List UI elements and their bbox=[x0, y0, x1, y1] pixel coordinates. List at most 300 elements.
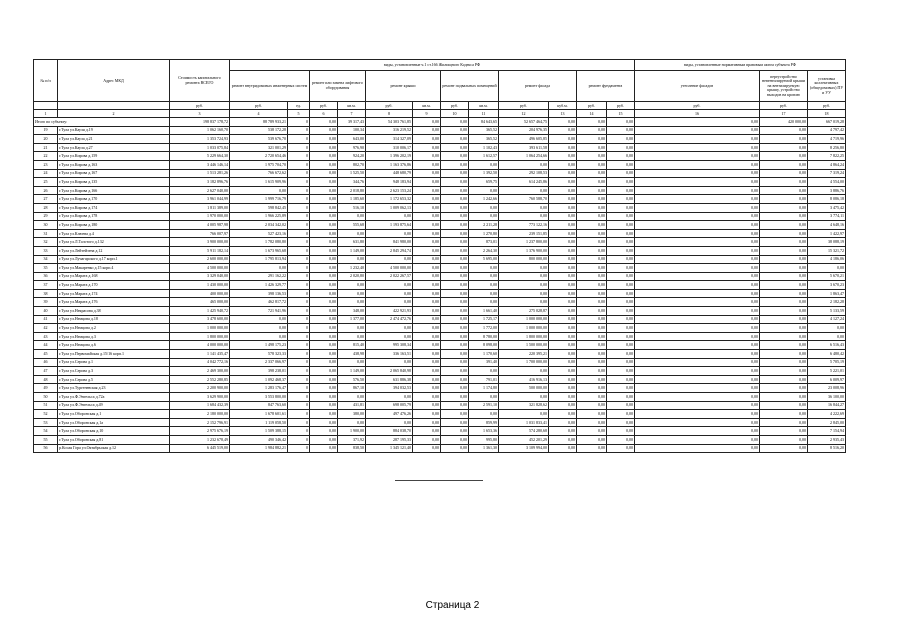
row-address: г.Тула ул.Ф.Энгельса д.49 bbox=[58, 401, 170, 410]
table-row bbox=[34, 307, 846, 316]
row-value-cell: 0,00 bbox=[760, 375, 808, 384]
row-value-cell: 0,00 bbox=[310, 264, 338, 273]
row-value-cell: 0,00 bbox=[635, 410, 760, 419]
row-value-cell: 0,00 bbox=[499, 289, 549, 298]
row-value-cell: 0,00 bbox=[760, 135, 808, 144]
row-value-cell: 0,00 bbox=[635, 135, 760, 144]
row-value-cell: 321 001,29 bbox=[230, 143, 288, 152]
row-value-cell: 0,00 bbox=[760, 229, 808, 238]
row-value-cell: 0 bbox=[288, 384, 310, 393]
column-number-cell: 10 bbox=[441, 110, 469, 118]
row-value-cell: 204 976,35 bbox=[499, 126, 549, 135]
row-value-cell: 0 bbox=[288, 212, 310, 221]
row-value-cell: 631 886,38 bbox=[366, 375, 413, 384]
row-value-cell: 0,00 bbox=[413, 384, 441, 393]
row-address: г.Тула ул.Клюева д.4 bbox=[58, 229, 170, 238]
row-value-cell: 291 162,22 bbox=[230, 272, 288, 281]
row-value-cell: 0,00 bbox=[760, 178, 808, 187]
row-value-cell: 0,00 bbox=[607, 375, 635, 384]
row-value-cell: 7 822,25 bbox=[808, 152, 846, 161]
row-address: г.Тула ул.Немцова д.18 bbox=[58, 315, 170, 324]
page-number: Страница 2 bbox=[425, 600, 480, 611]
row-value-cell: 1 170,60 bbox=[469, 350, 499, 359]
row-value-cell: 0,00 bbox=[577, 332, 607, 341]
row-value-cell: 0,00 bbox=[607, 143, 635, 152]
row-address: г.Тула ул.Марата д.176 bbox=[58, 298, 170, 307]
row-value-cell: 1 270,80 bbox=[469, 229, 499, 238]
row-value-cell: 2 211,28 bbox=[469, 221, 499, 230]
row-value-cell: 0,00 bbox=[760, 393, 808, 402]
row-value-cell: 1 500 000,00 bbox=[499, 341, 549, 350]
row-value-cell: 555,68 bbox=[338, 221, 366, 230]
total-value-cell: 420 000,00 bbox=[760, 118, 808, 127]
row-value-cell: 0 bbox=[288, 160, 310, 169]
row-value-cell: 0,00 bbox=[310, 203, 338, 212]
row-value-cell: 0,00 bbox=[607, 178, 635, 187]
row-value-cell: 3 900 000,00 bbox=[170, 238, 230, 247]
row-value-cell: 0,00 bbox=[338, 212, 366, 221]
row-value-cell: 2 623 153,24 bbox=[366, 186, 413, 195]
row-number: 41 bbox=[34, 315, 58, 324]
row-value-cell: 0,00 bbox=[549, 410, 577, 419]
row-value-cell: 0,00 bbox=[577, 255, 607, 264]
row-value-cell: 0,00 bbox=[635, 341, 760, 350]
row-value-cell: 643,00 bbox=[338, 135, 366, 144]
row-value-cell: 0,00 bbox=[635, 350, 760, 359]
row-value-cell: 0,00 bbox=[760, 281, 808, 290]
row-value-cell: 431,81 bbox=[338, 401, 366, 410]
column-number-cell: 12 bbox=[499, 110, 549, 118]
row-value-cell: 0,00 bbox=[577, 212, 607, 221]
table-row bbox=[34, 341, 846, 350]
separator-line bbox=[395, 480, 483, 481]
row-value-cell: 0,00 bbox=[413, 212, 441, 221]
row-number: 47 bbox=[34, 367, 58, 376]
row-value-cell: 1 000 000,00 bbox=[499, 315, 549, 324]
row-value-cell: 1 283 176,47 bbox=[230, 384, 288, 393]
row-value-cell: 0,00 bbox=[607, 160, 635, 169]
row-value-cell: 1 966 225,89 bbox=[230, 212, 288, 221]
row-value-cell: 0,00 bbox=[577, 238, 607, 247]
row-value-cell: 631,80 bbox=[338, 238, 366, 247]
row-value-cell: 0,00 bbox=[441, 375, 469, 384]
row-value-cell: 0,00 bbox=[441, 272, 469, 281]
row-value-cell: 0,00 bbox=[366, 281, 413, 290]
row-value-cell: 0 bbox=[288, 203, 310, 212]
row-value-cell: 1 678 601,61 bbox=[230, 410, 288, 419]
row-value-cell: 0,00 bbox=[549, 341, 577, 350]
row-value-cell: 0,00 bbox=[413, 246, 441, 255]
column-number-cell: 6 bbox=[310, 110, 338, 118]
row-value-cell: 0,00 bbox=[413, 221, 441, 230]
row-value-cell: 0,00 bbox=[413, 186, 441, 195]
row-number: 39 bbox=[34, 298, 58, 307]
row-value-cell: 0,00 bbox=[760, 332, 808, 341]
row-value-cell: 0,00 bbox=[607, 238, 635, 247]
total-value-cell: 52 657 464,75 bbox=[499, 118, 549, 127]
row-value-cell: 0,00 bbox=[549, 186, 577, 195]
table-row bbox=[34, 410, 846, 419]
row-number: 33 bbox=[34, 246, 58, 255]
total-value-cell: 198 837 178,72 bbox=[170, 118, 230, 127]
row-address: г.Тула ул.Кирова д.174 bbox=[58, 203, 170, 212]
row-value-cell: 0,00 bbox=[549, 367, 577, 376]
row-value-cell: 0,00 bbox=[413, 169, 441, 178]
unit-cell: руб. bbox=[760, 102, 808, 110]
row-value-cell: 0,00 bbox=[413, 444, 441, 453]
row-value-cell: 0,00 bbox=[441, 444, 469, 453]
row-value-cell: 8 086,18 bbox=[808, 195, 846, 204]
table-row bbox=[34, 238, 846, 247]
row-value-cell: 0,00 bbox=[577, 152, 607, 161]
row-value-cell: 0,00 bbox=[607, 255, 635, 264]
row-address: р.Косая Гора ул.Октябрьская д.12 bbox=[58, 444, 170, 453]
row-value-cell: 3 774,11 bbox=[808, 212, 846, 221]
row-value-cell: 0,00 bbox=[549, 307, 577, 316]
row-value-cell: 0,00 bbox=[413, 272, 441, 281]
row-address: г.Тула ул.Ф.Энгельса д.72а bbox=[58, 393, 170, 402]
unit-cell: руб. bbox=[230, 102, 288, 110]
row-value-cell: 0,00 bbox=[607, 221, 635, 230]
header-group-subject: виды, установленные нормативным правовым актом субъекта РФ bbox=[635, 60, 846, 71]
row-value-cell: 8 256,80 bbox=[808, 143, 846, 152]
row-address: г.Тула ул.Кирова д.135 bbox=[58, 178, 170, 187]
row-value-cell: 0,00 bbox=[310, 212, 338, 221]
row-value-cell: 0,00 bbox=[635, 229, 760, 238]
row-value-cell: 15 321,72 bbox=[808, 246, 846, 255]
row-value-cell: 0,00 bbox=[577, 444, 607, 453]
row-address: г.Тула ул.Оборонская д.1а bbox=[58, 418, 170, 427]
row-value-cell: 0 bbox=[288, 427, 310, 436]
row-number: 48 bbox=[34, 375, 58, 384]
column-number-cell: 17 bbox=[760, 110, 808, 118]
row-value-cell: 0,00 bbox=[607, 203, 635, 212]
row-value-cell: 0,00 bbox=[366, 332, 413, 341]
row-value-cell: 0,00 bbox=[413, 358, 441, 367]
total-value-cell: 0,00 bbox=[441, 118, 469, 127]
row-value-cell: 0,00 bbox=[338, 229, 366, 238]
row-value-cell: 0,00 bbox=[310, 272, 338, 281]
table-row bbox=[34, 221, 846, 230]
table-row bbox=[34, 435, 846, 444]
row-value-cell: 0,00 bbox=[469, 410, 499, 419]
row-value-cell: 0,00 bbox=[310, 418, 338, 427]
row-value-cell: 0,00 bbox=[760, 410, 808, 419]
row-value-cell: 0,00 bbox=[499, 186, 549, 195]
table-row bbox=[34, 212, 846, 221]
row-value-cell: 1 653,36 bbox=[469, 427, 499, 436]
total-value-cell: 0,00 bbox=[549, 118, 577, 127]
row-value-cell: 0,00 bbox=[635, 221, 760, 230]
row-value-cell: 0 bbox=[288, 255, 310, 264]
row-value-cell: 0,00 bbox=[549, 435, 577, 444]
row-value-cell: 539 676,70 bbox=[230, 135, 288, 144]
row-value-cell: 0 bbox=[288, 350, 310, 359]
row-value-cell: 0,00 bbox=[441, 324, 469, 333]
table-row bbox=[34, 298, 846, 307]
row-value-cell: 574 280,68 bbox=[499, 427, 549, 436]
row-value-cell: 0,00 bbox=[760, 126, 808, 135]
row-value-cell: 0,00 bbox=[413, 350, 441, 359]
row-value-cell: 2 034 342,02 bbox=[230, 221, 288, 230]
row-value-cell: 0,00 bbox=[549, 281, 577, 290]
table-row bbox=[34, 367, 846, 376]
row-value-cell: 1 361,30 bbox=[469, 444, 499, 453]
row-number: 21 bbox=[34, 143, 58, 152]
row-address: г.Тула ул.Кирова д.163 bbox=[58, 160, 170, 169]
row-value-cell: 0,00 bbox=[441, 186, 469, 195]
row-value-cell: 0,00 bbox=[760, 367, 808, 376]
table-row bbox=[34, 375, 846, 384]
row-value-cell: 0,00 bbox=[499, 272, 549, 281]
row-value-cell: 0,00 bbox=[441, 281, 469, 290]
row-value-cell: 0,00 bbox=[441, 332, 469, 341]
column-number-cell: 9 bbox=[413, 110, 441, 118]
row-value-cell: 6 516,43 bbox=[808, 341, 846, 350]
header-warming: утепление фасадов bbox=[635, 71, 760, 102]
row-value-cell: 0,00 bbox=[635, 272, 760, 281]
row-address: г.Тула ул.Оборонская д.10 bbox=[58, 427, 170, 436]
table-row bbox=[34, 393, 846, 402]
row-value-cell: 948 183,94 bbox=[366, 178, 413, 187]
row-number: 22 bbox=[34, 152, 58, 161]
row-value-cell: 0,00 bbox=[577, 341, 607, 350]
table-row bbox=[34, 178, 846, 187]
row-value-cell: 1 425 940,72 bbox=[170, 307, 230, 316]
row-value-cell: 0,00 bbox=[310, 375, 338, 384]
column-number-cell: 5 bbox=[288, 110, 310, 118]
row-value-cell: 0,00 bbox=[441, 315, 469, 324]
row-value-cell: 0,00 bbox=[607, 427, 635, 436]
row-value-cell: 0,00 bbox=[607, 152, 635, 161]
row-value-cell: 0,00 bbox=[635, 375, 760, 384]
column-number-cell: 11 bbox=[469, 110, 499, 118]
row-number: 36 bbox=[34, 272, 58, 281]
row-value-cell: 0,00 bbox=[635, 246, 760, 255]
row-value-cell: 0,00 bbox=[760, 324, 808, 333]
row-value-cell: 0,00 bbox=[577, 435, 607, 444]
row-value-cell: 0,00 bbox=[577, 272, 607, 281]
row-value-cell: 0,00 bbox=[635, 203, 760, 212]
row-value-cell: 0,00 bbox=[607, 298, 635, 307]
row-value-cell: 393 611,58 bbox=[499, 143, 549, 152]
row-value-cell: 0,00 bbox=[230, 186, 288, 195]
row-value-cell: 8 098,00 bbox=[469, 341, 499, 350]
row-value-cell: 0,00 bbox=[469, 281, 499, 290]
row-number: 31 bbox=[34, 229, 58, 238]
row-value-cell: 287 195,33 bbox=[366, 435, 413, 444]
row-value-cell: 239 151,85 bbox=[499, 229, 549, 238]
row-value-cell: 0,00 bbox=[366, 229, 413, 238]
row-value-cell: 0,00 bbox=[441, 178, 469, 187]
row-value-cell: 0,00 bbox=[310, 367, 338, 376]
row-value-cell: 3 670,23 bbox=[808, 281, 846, 290]
row-value-cell: 0 bbox=[288, 195, 310, 204]
row-value-cell: 0 bbox=[288, 435, 310, 444]
row-value-cell: 0,00 bbox=[310, 307, 338, 316]
row-address: г.Тула ул.Тургеневская д.23 bbox=[58, 384, 170, 393]
total-value-cell: 88 789 933,21 bbox=[230, 118, 288, 127]
table-row bbox=[34, 203, 846, 212]
row-value-cell: 0,00 bbox=[499, 160, 549, 169]
row-value-cell: 6 009,97 bbox=[808, 375, 846, 384]
table-row bbox=[34, 350, 846, 359]
row-value-cell: 0,00 bbox=[413, 160, 441, 169]
row-value-cell: 1 430 000,00 bbox=[170, 281, 230, 290]
row-value-cell: 0 bbox=[288, 178, 310, 187]
row-address: г.Тула ул.Некрасова д.38 bbox=[58, 307, 170, 316]
row-value-cell: 0,00 bbox=[635, 281, 760, 290]
row-value-cell: 0,00 bbox=[441, 135, 469, 144]
row-value-cell: 0,00 bbox=[577, 186, 607, 195]
row-value-cell: 1 426 329,77 bbox=[230, 281, 288, 290]
row-value-cell: 1 345 121,40 bbox=[366, 444, 413, 453]
row-value-cell: 1 149,00 bbox=[338, 246, 366, 255]
row-value-cell: 1 064 254,66 bbox=[499, 152, 549, 161]
row-value-cell: 0,00 bbox=[635, 186, 760, 195]
row-value-cell: 0,00 bbox=[635, 444, 760, 453]
row-value-cell: 0,00 bbox=[577, 281, 607, 290]
row-value-cell: 0,00 bbox=[577, 178, 607, 187]
row-value-cell: 1 119 058,50 bbox=[230, 418, 288, 427]
row-value-cell: 0,00 bbox=[469, 298, 499, 307]
row-value-cell: 766 672,62 bbox=[230, 169, 288, 178]
row-value-cell: 0,00 bbox=[310, 178, 338, 187]
row-value-cell: 0,00 bbox=[549, 401, 577, 410]
row-value-cell: 0,00 bbox=[441, 212, 469, 221]
row-value-cell: 0,00 bbox=[310, 384, 338, 393]
row-value-cell: 0,00 bbox=[469, 203, 499, 212]
row-value-cell: 0,00 bbox=[760, 427, 808, 436]
row-value-cell: 3 446 146,14 bbox=[170, 160, 230, 169]
row-value-cell: 0,00 bbox=[549, 143, 577, 152]
row-value-cell: 0,00 bbox=[760, 264, 808, 273]
row-value-cell: 3 109 994,00 bbox=[499, 444, 549, 453]
row-value-cell: 0,00 bbox=[549, 221, 577, 230]
row-value-cell: 0,00 bbox=[549, 272, 577, 281]
row-value-cell: 1 000 000,00 bbox=[170, 324, 230, 333]
row-value-cell: 0,00 bbox=[441, 435, 469, 444]
column-number-cell: 2 bbox=[58, 110, 170, 118]
row-value-cell: 2 720 654,46 bbox=[230, 152, 288, 161]
row-value-cell: 0,00 bbox=[607, 350, 635, 359]
row-value-cell: 0,00 bbox=[441, 126, 469, 135]
row-value-cell: 2 018,80 bbox=[338, 186, 366, 195]
row-value-cell: 0,00 bbox=[577, 246, 607, 255]
row-value-cell: 0,00 bbox=[338, 255, 366, 264]
row-value-cell: 0,00 bbox=[760, 169, 808, 178]
row-value-cell: 0,00 bbox=[760, 315, 808, 324]
row-value-cell: 0,00 bbox=[441, 238, 469, 247]
header-facade: ремонт фасада bbox=[499, 71, 577, 102]
row-value-cell: 0,00 bbox=[499, 264, 549, 273]
row-value-cell: 0,00 bbox=[310, 332, 338, 341]
row-value-cell: 800 000,00 bbox=[499, 255, 549, 264]
row-value-cell: 995 308,34 bbox=[366, 341, 413, 350]
row-number: 30 bbox=[34, 221, 58, 230]
row-value-cell: 0,00 bbox=[549, 178, 577, 187]
row-value-cell: 0,00 bbox=[230, 315, 288, 324]
row-value-cell: 576,50 bbox=[338, 375, 366, 384]
row-number: 55 bbox=[34, 435, 58, 444]
row-address: г.Тула ул.Макаренко д.15 корп.4 bbox=[58, 264, 170, 273]
row-value-cell: 1 811 389,00 bbox=[170, 203, 230, 212]
table-row bbox=[34, 272, 846, 281]
row-value-cell: 0,00 bbox=[338, 358, 366, 367]
row-value-cell: 0 bbox=[288, 375, 310, 384]
unit-cell: руб. bbox=[441, 102, 469, 110]
row-value-cell: 1 163 376,86 bbox=[366, 160, 413, 169]
row-value-cell: 0,00 bbox=[577, 229, 607, 238]
row-value-cell: 0,00 bbox=[413, 367, 441, 376]
row-value-cell: 995,80 bbox=[469, 435, 499, 444]
row-value-cell: 0,00 bbox=[499, 281, 549, 290]
row-value-cell: 3 475,42 bbox=[808, 203, 846, 212]
row-value-cell: 380,00 bbox=[338, 410, 366, 419]
total-value-cell: 39 317,43 bbox=[338, 118, 366, 127]
row-value-cell: 1 141 435,47 bbox=[170, 350, 230, 359]
row-value-cell: 1 970 000,00 bbox=[170, 212, 230, 221]
table-row bbox=[34, 169, 846, 178]
row-value-cell: 815,40 bbox=[338, 341, 366, 350]
row-value-cell: 0 bbox=[288, 221, 310, 230]
row-value-cell: 2 020,80 bbox=[338, 272, 366, 281]
row-value-cell: 0,00 bbox=[310, 410, 338, 419]
row-value-cell: 0,00 bbox=[413, 135, 441, 144]
row-value-cell: 0,00 bbox=[338, 332, 366, 341]
table-row bbox=[34, 418, 846, 427]
row-value-cell: 0,00 bbox=[413, 289, 441, 298]
row-value-cell: 1 185,60 bbox=[338, 195, 366, 204]
row-value-cell: 0,00 bbox=[760, 401, 808, 410]
row-value-cell: 598 842,45 bbox=[230, 203, 288, 212]
row-value-cell: 0,00 bbox=[549, 418, 577, 427]
row-value-cell: 0,00 bbox=[469, 289, 499, 298]
column-number-cell: 16 bbox=[635, 110, 760, 118]
row-value-cell: 0,00 bbox=[577, 401, 607, 410]
row-value-cell: 371,92 bbox=[338, 435, 366, 444]
row-value-cell: 0,00 bbox=[469, 160, 499, 169]
row-value-cell: 0 bbox=[288, 264, 310, 273]
row-value-cell: 0,00 bbox=[366, 255, 413, 264]
row-value-cell: 0,00 bbox=[310, 255, 338, 264]
row-value-cell: 0,00 bbox=[441, 410, 469, 419]
table-row bbox=[34, 427, 846, 436]
row-value-cell: 292 108,53 bbox=[499, 169, 549, 178]
row-value-cell: 0,00 bbox=[607, 186, 635, 195]
row-value-cell: 0,00 bbox=[607, 229, 635, 238]
row-number: 46 bbox=[34, 358, 58, 367]
row-value-cell: 0,00 bbox=[635, 298, 760, 307]
row-value-cell: 391,40 bbox=[469, 358, 499, 367]
row-value-cell: 5 695,00 bbox=[469, 255, 499, 264]
row-number: 29 bbox=[34, 212, 58, 221]
row-value-cell: 0,00 bbox=[310, 435, 338, 444]
row-number: 52 bbox=[34, 410, 58, 419]
row-value-cell: 0,00 bbox=[338, 418, 366, 427]
row-value-cell: 0 bbox=[288, 418, 310, 427]
row-value-cell: 527 423,16 bbox=[230, 229, 288, 238]
row-value-cell: 0,00 bbox=[413, 238, 441, 247]
row-value-cell: 465 000,00 bbox=[170, 298, 230, 307]
row-value-cell: 1 498 175,23 bbox=[230, 341, 288, 350]
row-number: 27 bbox=[34, 195, 58, 204]
header-group-main: виды, установленные ч.1 ст.166 Жилищного Кодекса РФ bbox=[230, 60, 635, 71]
row-value-cell: 0,00 bbox=[635, 332, 760, 341]
row-value-cell: 0,00 bbox=[635, 178, 760, 187]
row-value-cell: 36 100,00 bbox=[808, 393, 846, 402]
row-address: г.Тула ул.Серова д.3 bbox=[58, 367, 170, 376]
